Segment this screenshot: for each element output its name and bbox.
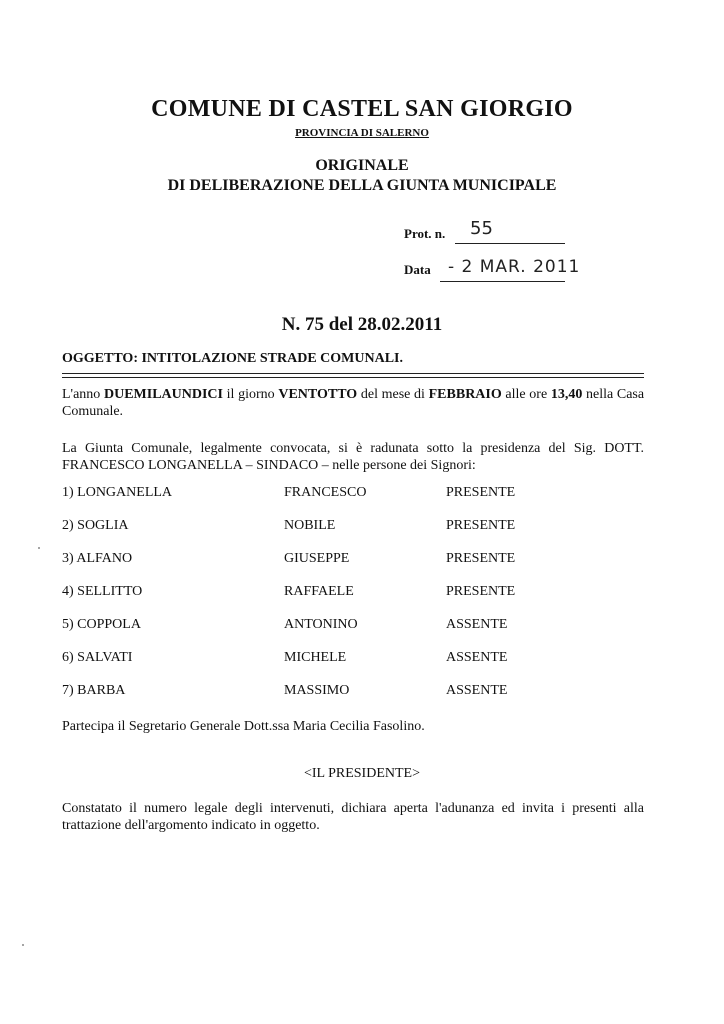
scan-speck (38, 547, 40, 549)
opening-paragraph: L'anno DUEMILAUNDICI il giorno VENTOTTO del mese di FEBBRAIO alle ore 13,40 nella Casa Comunale. (62, 387, 645, 419)
deliberation-number: N. 75 del 28.02.2011 (281, 314, 443, 335)
date-label: Data (404, 262, 431, 277)
protocol-underline (455, 243, 565, 244)
document-type-deliberation: DI DELIBERAZIONE DELLA GIUNTA MUNICIPALE (167, 177, 557, 194)
scan-speck (22, 944, 24, 946)
municipality-title: COMUNE DI CASTEL SAN GIORGIO (151, 96, 573, 122)
date-underline (440, 281, 565, 282)
date-stamp: - 2 MAR. 2011 (448, 257, 581, 277)
member-row: 1) LONGANELLA FRANCESCO PRESENTE (62, 485, 516, 500)
closing-paragraph: Constatato il numero legale degli intervenuti, dichiara aperta l'adunanza ed invita i presenti alla trattazione dell'argomento indicato in oggetto. (62, 801, 644, 833)
subject-line: OGGETTO: INTITOLAZIONE STRADE COMUNALI. (62, 351, 403, 366)
member-row: 5) COPPOLA ANTONINO ASSENTE (62, 617, 508, 632)
protocol-number-handwritten: 55 (470, 218, 493, 239)
member-row: 6) SALVATI MICHELE ASSENTE (62, 650, 508, 665)
double-rule-bottom (62, 377, 644, 378)
protocol-label: Prot. n. (404, 226, 446, 241)
secretary-line: Partecipa il Segretario Generale Dott.ssa Maria Cecilia Fasolino. (62, 719, 425, 734)
convocation-paragraph: La Giunta Comunale, legalmente convocata, si è radunata sotto la presidenza del Sig. DOTT. FRANCESCO LONGANELLA – SINDACO – nelle persone dei Signori: (62, 441, 644, 473)
member-row: 2) SOGLIA NOBILE PRESENTE (62, 518, 516, 533)
president-heading: <IL PRESIDENTE> (304, 766, 420, 781)
member-row: 7) BARBA MASSIMO ASSENTE (62, 683, 508, 698)
document-type-original: ORIGINALE (315, 157, 409, 174)
double-rule-top (62, 373, 644, 374)
member-row: 3) ALFANO GIUSEPPE PRESENTE (62, 551, 516, 566)
member-row: 4) SELLITTO RAFFAELE PRESENTE (62, 584, 516, 599)
province-subtitle: PROVINCIA DI SALERNO (295, 127, 429, 139)
